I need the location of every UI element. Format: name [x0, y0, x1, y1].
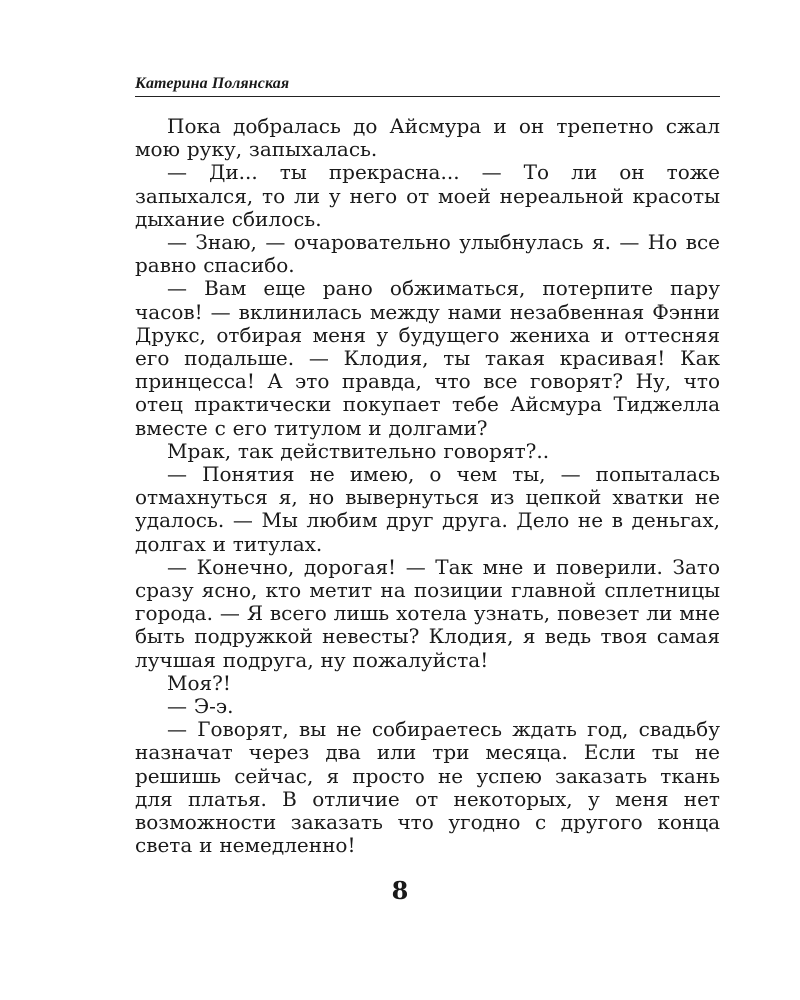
paragraph: — Говорят, вы не собираетесь ждать год, свадьбу назначат через два или три месяца. Если ты не решишь сейчас, я просто не успею заказать ткань для платья. В отличие от некоторых, у меня нет возможности заказать что угодно с другого конца света и немедленно! [135, 717, 720, 858]
running-header [135, 74, 720, 97]
page-number: 8 [391, 876, 409, 905]
author-name: Катерина Полянская [135, 75, 290, 92]
paragraph: — Вам еще рано обжиматься, потерпите пару часов! — вклинилась между нами незабвенная Фэнни Друкс, отбирая меня у будущего жениха и оттесняя его подальше. — Клодия, ты такая красивая! Как принцесса! А это правда, что все говорят? Ну, что отец практически покупает тебе Айсмура Тиджелла вместе с его титулом и долгами? [135, 276, 720, 440]
paragraph: Пока добралась до Айсмура и он трепетно сжал мою руку, запыхалась. [135, 114, 720, 162]
paragraph: Моя?! [167, 670, 231, 695]
paragraph: — Знаю, — очаровательно улыбнулась я. — Но все равно спасибо. [135, 230, 720, 278]
paragraph: Мрак, так действительно говорят?.. [167, 438, 550, 463]
paragraph: — Э-э. [167, 694, 234, 719]
body-text [135, 115, 720, 858]
paragraph: — Понятия не имею, о чем ты, — попыталась отмахнуться я, но вывернуться из цепкой хватки не удалось. — Мы любим друг друга. Дело не в деньгах, долгах и титулах. [135, 462, 720, 556]
paragraph: — Конечно, дорогая! — Так мне и поверили. Зато сразу ясно, кто метит на позиции главной сплетницы города. — Я всего лишь хотела узнать, повезет ли мне быть подружкой невесты? Клодия, я ведь твоя самая лучшая подруга, ну пожалуйста! [135, 554, 720, 672]
paragraph: — Ди... ты прекрасна... — То ли он тоже запыхался, то ли у него от моей нереальной красоты дыхание сбилось. [135, 160, 720, 231]
